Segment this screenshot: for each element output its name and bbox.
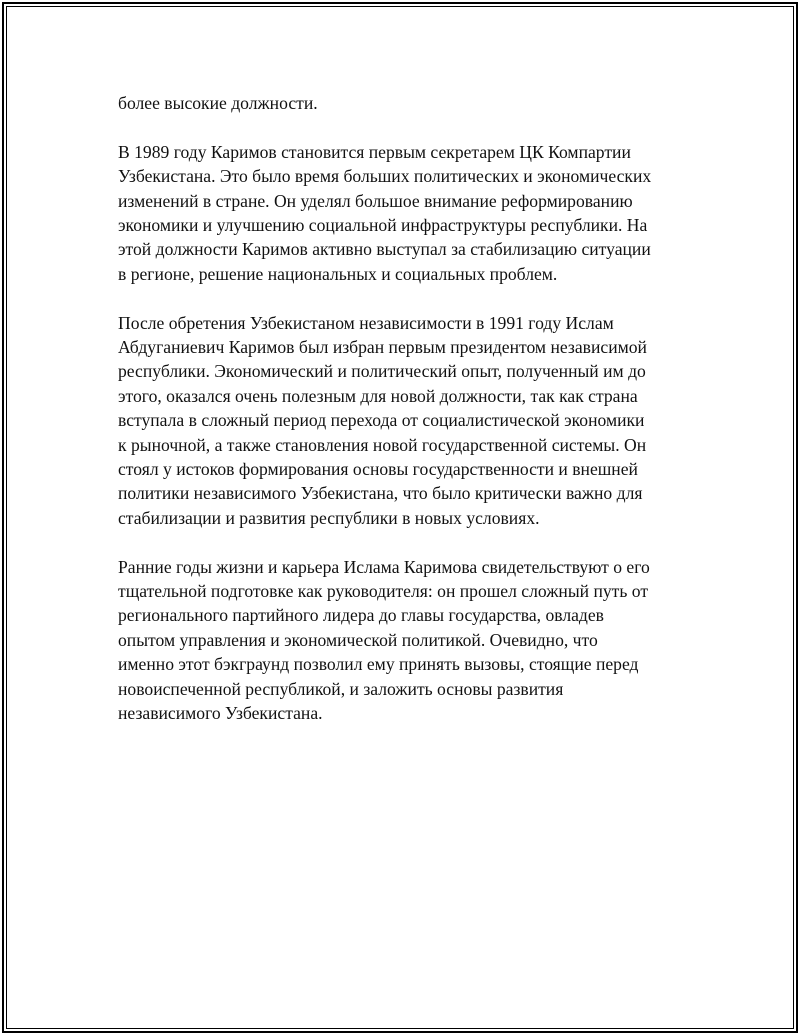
paragraph-4 [118, 555, 698, 726]
text-line: регионального партийного лидера до главы государства, овладев [118, 605, 604, 626]
text-line: более высокие должности. [118, 93, 318, 113]
text-line: новоиспеченной республикой, и заложить основы развития [118, 678, 564, 699]
text-line: этой должности Каримов активно выступал за стабилизацию ситуации [118, 239, 651, 260]
text-line: Узбекистана. Это было время больших политических и экономических [118, 166, 652, 187]
text-line: именно этот бэкграунд позволил ему принять вызовы, стоящие перед [118, 654, 639, 675]
text-line: политики независимого Узбекистана, что было критически важно для [118, 483, 643, 504]
document-body [118, 91, 698, 750]
text-line: экономики и улучшению социальной инфраструктуры республики. На [118, 215, 648, 236]
text-line: независимого Узбекистана. [118, 703, 323, 724]
text-line: После обретения Узбекистаном независимости в 1991 году Ислам [118, 312, 614, 333]
text-line: Абдуганиевич Каримов был избран первым президентом независимой [118, 337, 647, 358]
text-line: тщательной подготовке как руководителя: он прошел сложный путь от [118, 581, 649, 602]
text-line: стоял у истоков формирования основы государственности и внешней [118, 459, 638, 480]
text-line: этого, оказался очень полезным для новой должности, так как страна [118, 385, 638, 406]
text-line: опытом управления и экономической политикой. Очевидно, что [118, 629, 598, 650]
text-line: стабилизации и развития республики в новых условиях. [118, 507, 540, 528]
text-line: республики. Экономический и политический опыт, полученный им до [118, 361, 646, 382]
text-line: В 1989 году Каримов становится первым секретарем ЦК Компартии [118, 141, 631, 162]
paragraph-1 [118, 91, 698, 115]
text-line: к рыночной, а также становления новой государственной системы. Он [118, 434, 647, 455]
text-line: Ранние годы жизни и карьера Ислама Каримова свидетельствуют о его [118, 556, 650, 577]
text-line: в регионе, решение национальных и социальных проблем. [118, 263, 558, 284]
paragraph-2 [118, 140, 698, 286]
paragraph-3 [118, 311, 698, 531]
text-line: вступала в сложный период перехода от социалистической экономики [118, 410, 645, 431]
text-line: изменений в стране. Он уделял большое внимание реформированию [118, 190, 633, 211]
